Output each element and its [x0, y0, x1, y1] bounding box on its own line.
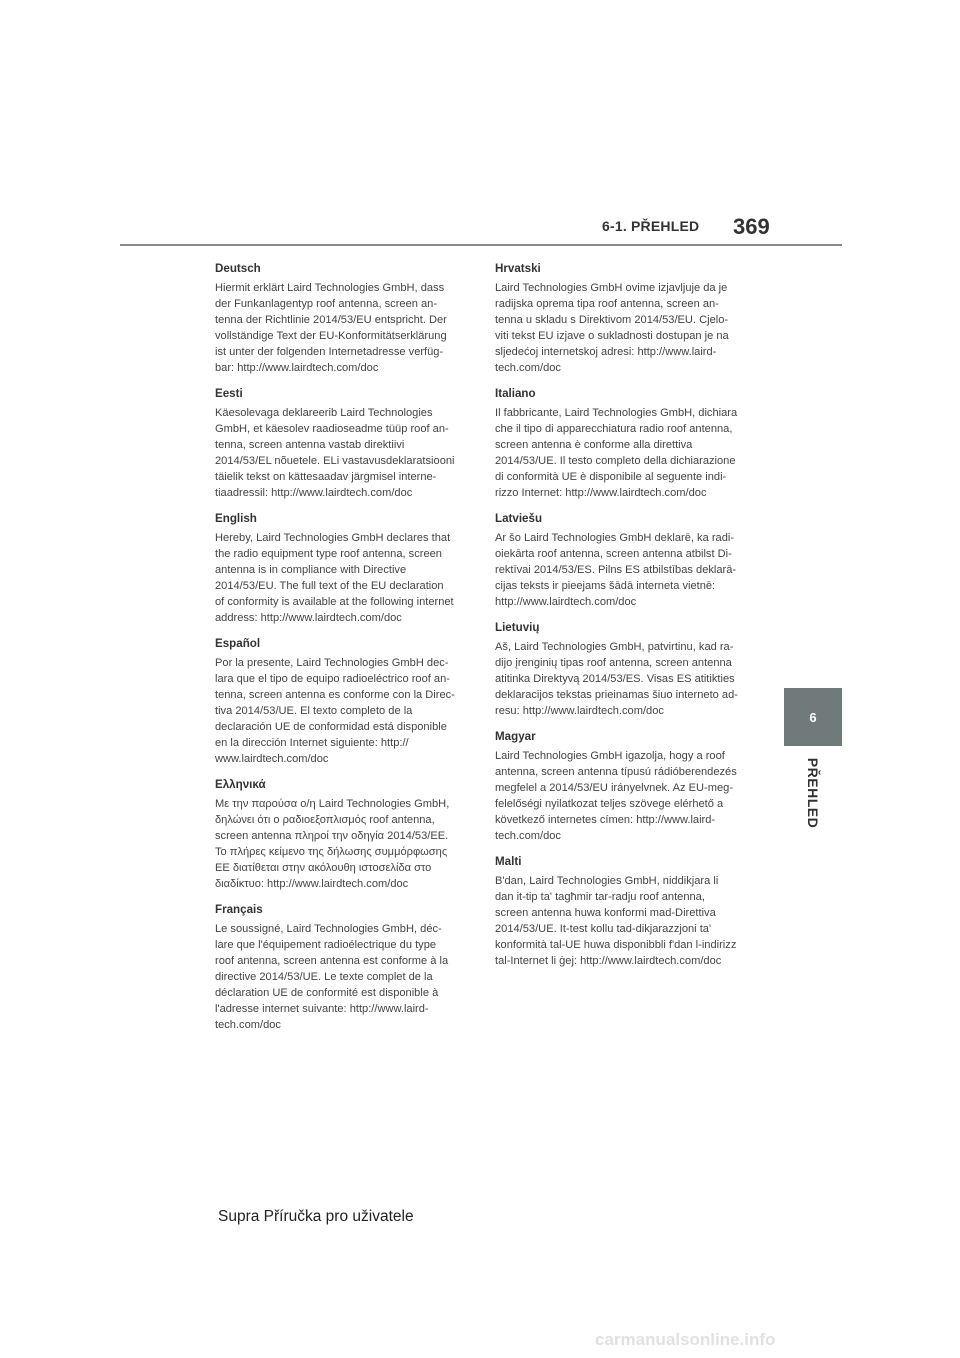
declaration-text: Ar šo Laird Technologies GmbH deklarē, ka radi- oiekārta roof antenna, screen antenna atbilst Di- rektīvai 2014/53/ES. Pilns ES atbilstības deklarā- cijas teksts ir pieejams šādā interneta vietnē: http://www.lairdtech.com/doc: [495, 532, 737, 608]
language-section: [495, 262, 747, 376]
language-heading: English: [215, 512, 257, 525]
page-number: 369: [733, 214, 770, 239]
declaration-text: Le soussigné, Laird Technologies GmbH, déc- lare que l'équipement radioélectrique du type roof antenna, screen antenna est conforme à la directive 2014/53/UE. Le texte complet de la déclaration UE de conformité est disponible à l'adresse internet suivante: http://www.laird- tech.com/doc: [215, 923, 449, 1031]
language-section: [215, 512, 467, 626]
declaration-text: Hereby, Laird Technologies GmbH declares that the radio equipment type roof antenna, screen antenna is in compliance with Directive 2014/53/EU. The full text of the EU declaration of conformity is available at the following internet address: http://www.lairdtech.com/doc: [215, 532, 454, 624]
language-section: [215, 778, 467, 892]
language-heading: Magyar: [495, 730, 536, 743]
left-column: [215, 262, 467, 1044]
language-heading: Malti: [495, 855, 522, 868]
manual-footer-title: Supra Příručka pro uživatele: [218, 1208, 414, 1225]
language-heading: Eesti: [215, 387, 243, 400]
declaration-text: Käesolevaga deklareerib Laird Technologies GmbH, et käesolev raadioseadme tüüp roof an- tenna, screen antenna vastab direktiivi 2014/53/EL nõuetele. ELi vastavusdeklaratsiooni täielik tekst on kättesaadav järgmisel interne- tiaadressil: http://www.lairdtech.com/doc: [215, 407, 455, 499]
right-column: [495, 262, 747, 980]
declaration-text: Por la presente, Laird Technologies GmbH dec- lara que el tipo de equipo radioeléctrico roof an- tenna, screen antenna es conforme con la Direc- tiva 2014/53/UE. El texto completo de la declaración UE de conformidad está disponible en la dirección Internet siguiente: http:// www.lairdtech.com/doc: [215, 657, 455, 765]
language-heading: Italiano: [495, 387, 536, 400]
chapter-tab: [784, 688, 842, 746]
section-title: 6-1. PŘEHLED: [602, 218, 700, 234]
language-heading: Latviešu: [495, 512, 543, 525]
declaration-text: Με την παρούσα ο/η Laird Technologies GmbH, δηλώνει ότι ο ραδιοεξοπλισμός roof antenna, screen antenna πληροί την οδηγία 2014/53/ΕΕ. Το πλήρες κείμενο της δήλωσης συμμόρφωσης ΕΕ διατίθεται στην ακόλουθη ιστοσελίδα στο διαδίκτυο: http://www.lairdtech.com/doc: [215, 798, 450, 890]
declaration-text: Aš, Laird Technologies GmbH, patvirtinu, kad ra- dijo įrenginių tipas roof antenna, screen antenna atitinka Direktyvą 2014/53/ES. Visas ES atitikties deklaracijos tekstas prieinamas šiuo interneto ad- resu: http://www.lairdtech.com/doc: [495, 641, 738, 717]
site-watermark: carmanualsonline.info: [595, 1330, 776, 1349]
language-heading: Ελληνικά: [215, 778, 266, 791]
declaration-text: Il fabbricante, Laird Technologies GmbH, dichiara che il tipo di apparecchiatura radio roof antenna, screen antenna è conforme alla direttiva 2014/53/UE. Il testo completo della dichiarazione di conformità UE è disponibile al seguente indi- rizzo Internet: http://www.lairdtech.com/doc: [495, 407, 738, 499]
language-heading: Français: [215, 903, 263, 916]
declaration-text: Laird Technologies GmbH ovime izjavljuje da je radijska oprema tipa roof antenna, screen an- tenna u skladu s Direktivom 2014/53/EU. Cjelo- viti tekst EU izjave o sukladnosti dostupan je na sljedećoj internetskoj adresi: http://www.laird- tech.com/doc: [495, 282, 729, 374]
language-heading: Español: [215, 637, 261, 650]
declaration-text: Hiermit erklärt Laird Technologies GmbH, dass der Funkanlagentyp roof antenna, screen an- tenna der Richtlinie 2014/53/EU entspricht. Der vollständige Text der EU-Konformitätserklärung ist unter der folgenden Internetadresse verfüg- bar: http://www.lairdtech.com/doc: [215, 282, 447, 374]
language-heading: Hrvatski: [495, 262, 541, 275]
header-divider: [120, 244, 842, 246]
language-heading: Deutsch: [215, 262, 261, 275]
language-section: [495, 730, 747, 844]
language-section: [215, 262, 467, 376]
language-section: [215, 903, 467, 1033]
language-section: [495, 855, 747, 969]
language-section: [215, 387, 467, 501]
declaration-text: B'dan, Laird Technologies GmbH, niddikjara li dan it-tip ta' tagħmir tar-radju roof antenna, screen antenna huwa konformi mad-Direttiva 2014/53/UE. It-test kollu tad-dikjarazzjoni ta' konformità tal-UE huwa disponibbli f'dan l-indirizz tal-Internet li ġej: http://www.lairdtech.com/doc: [495, 875, 737, 967]
language-section: [495, 621, 747, 719]
chapter-side-label: PŘEHLED: [805, 757, 821, 829]
language-section: [495, 387, 747, 501]
declaration-text: Laird Technologies GmbH igazolja, hogy a roof antenna, screen antenna típusú rádióberendezés megfelel a 2014/53/EU irányelvnek. Az EU-meg- felelőségi nyilatkozat teljes szövege elérhető a következő internetes címen: http://www.laird- tech.com/doc: [495, 750, 737, 842]
language-section: [215, 637, 467, 767]
language-heading: Lietuvių: [495, 621, 540, 634]
chapter-number: 6: [809, 709, 817, 725]
language-section: [495, 512, 747, 610]
